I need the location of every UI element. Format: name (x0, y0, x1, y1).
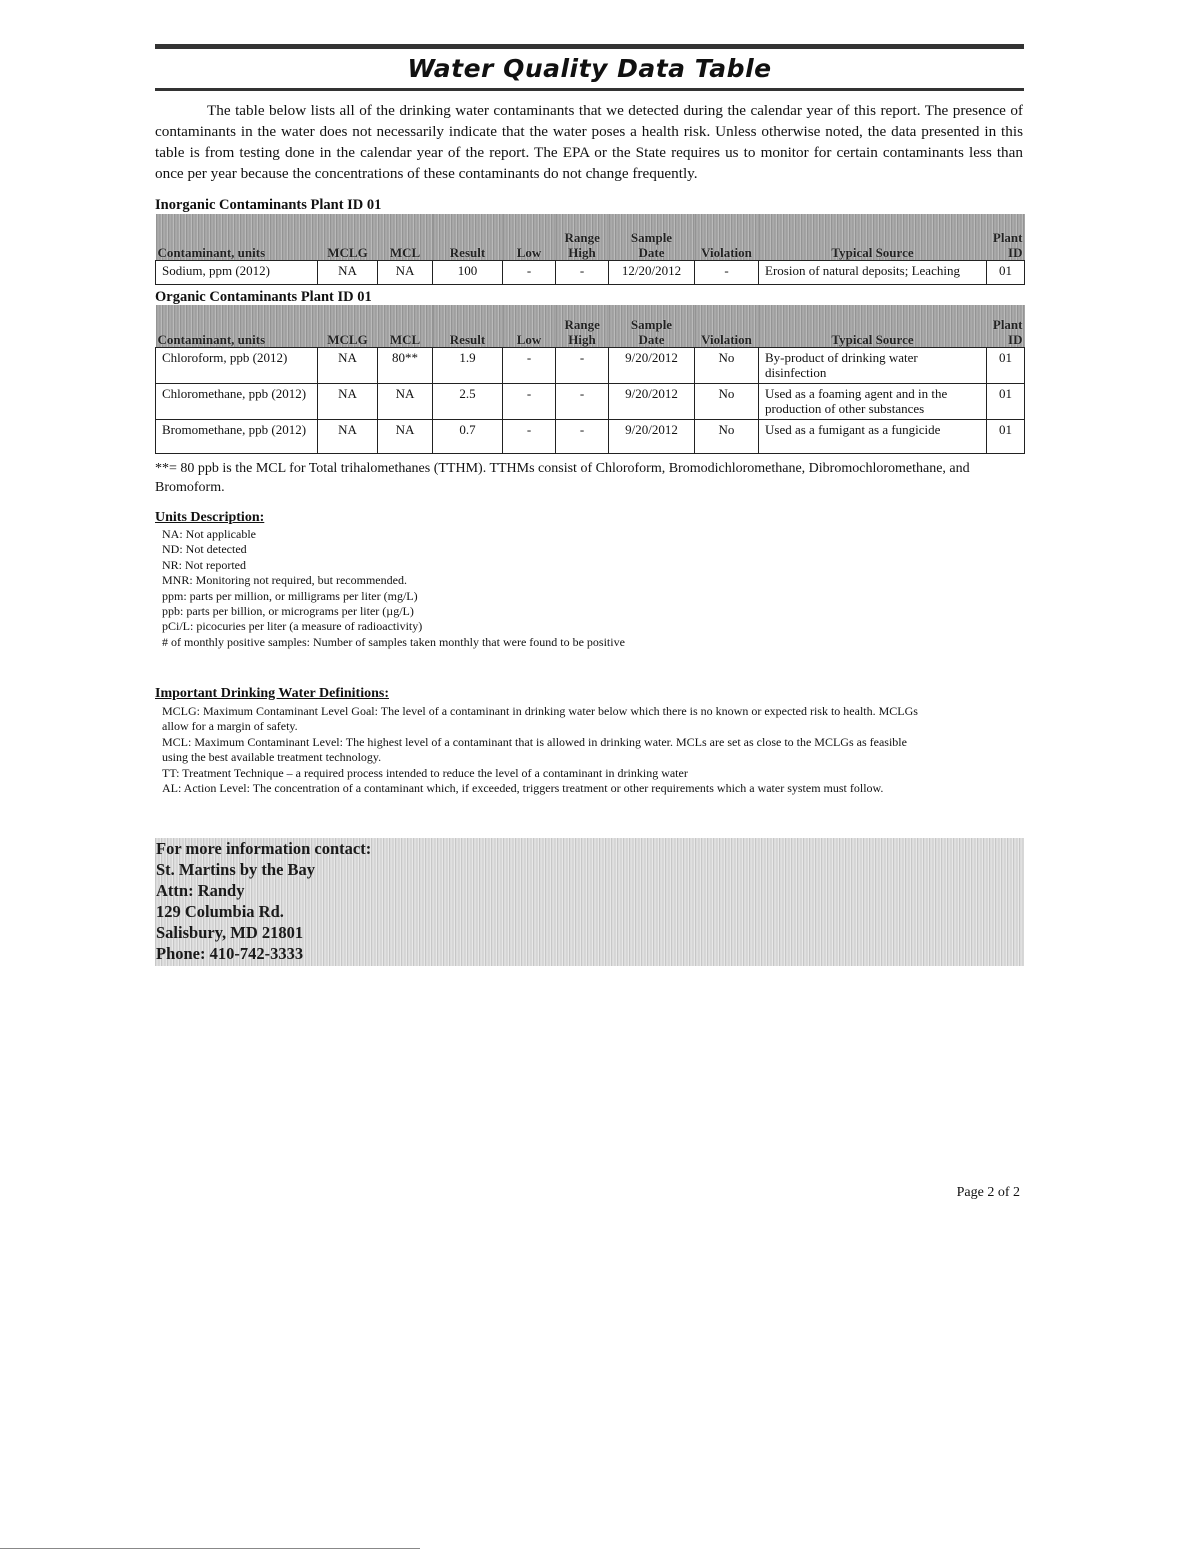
header-mclg: MCLG (318, 214, 378, 260)
header-contaminant: Contaminant, units (156, 305, 318, 347)
definitions-heading: Important Drinking Water Definitions: (155, 686, 389, 701)
cell-plant: 01 (987, 383, 1025, 419)
cell-date: 9/20/2012 (609, 383, 695, 419)
table-row (156, 347, 1025, 383)
list-item: MNR: Monitoring not required, but recommended. (162, 573, 407, 588)
inorganic-table (155, 214, 1025, 285)
units-heading: Units Description: (155, 510, 265, 525)
cell-date: 12/20/2012 (609, 260, 695, 284)
inorganic-section-label: Inorganic Contaminants Plant ID 01 (155, 197, 382, 213)
cell-contaminant: Sodium, ppm (2012) (156, 260, 318, 284)
list-item: ppm: parts per million, or milligrams per liter (mg/L) (162, 588, 418, 603)
cell-mclg: NA (318, 260, 378, 284)
inorganic-header-row (156, 214, 1025, 260)
header-low: Low (516, 244, 542, 260)
header-range-low (503, 214, 556, 260)
contact-org: St. Martins by the Bay (156, 860, 316, 879)
cell-result: 2.5 (433, 383, 503, 419)
definitions-list (162, 704, 922, 796)
cell-violation: No (695, 383, 759, 419)
header-source: Typical Source (759, 214, 987, 260)
cell-mclg: NA (318, 419, 378, 453)
cell-source: Erosion of natural deposits; Leaching (759, 260, 987, 284)
header-violation: Violation (695, 305, 759, 347)
cell-mcl: NA (378, 260, 433, 284)
header-sample-date (609, 214, 695, 260)
header-range-low (503, 305, 556, 347)
cell-high: - (556, 260, 609, 284)
tthm-footnote: **= 80 ppb is the MCL for Total trihalomethanes (TTHM). TTHMs consist of Chloroform, Bromodichloromethane, Dibromochloromethane, and Bromoform. (155, 461, 970, 495)
cell-result: 100 (433, 260, 503, 284)
organic-header-row (156, 305, 1025, 347)
header-high: High (556, 305, 609, 347)
header-id: ID (1008, 331, 1023, 347)
table-row (156, 419, 1025, 453)
cell-plant: 01 (987, 419, 1025, 453)
cell-low: - (503, 419, 556, 453)
header-plant-id (987, 214, 1025, 260)
cell-low: - (503, 383, 556, 419)
header-sample: Sample (630, 316, 673, 332)
scan-edge-line (0, 1548, 420, 1549)
cell-mcl: NA (378, 383, 433, 419)
cell-high: - (556, 419, 609, 453)
list-item: NR: Not reported (162, 557, 246, 572)
list-item: MCLG: Maximum Contaminant Level Goal: The level of a contaminant in drinking water below which there is no known or expected risk to health. MCLGs allow for a margin of safety. (162, 704, 918, 734)
cell-violation: No (695, 347, 759, 383)
intro-paragraph: The table below lists all of the drinking water contaminants that we detected during the calendar year of this report. The presence of contaminants in the water does not necessarily indicate that the water poses a health risk. Unless otherwise noted, the data presented in this table is from testing done in the calendar year of the report. The EPA or the State requires us to monitor for certain contaminants less than once per year because the concentrations of these contaminants do not change frequently. (155, 102, 1023, 182)
cell-high: - (556, 347, 609, 383)
header-mclg: MCLG (318, 305, 378, 347)
contact-phone: Phone: 410-742-3333 (156, 944, 304, 963)
cell-mcl: NA (378, 419, 433, 453)
cell-contaminant: Bromomethane, ppb (2012) (156, 419, 318, 453)
list-item: AL: Action Level: The concentration of a contaminant which, if exceeded, triggers treatment or other requirements which a water system must follow. (162, 781, 884, 796)
contact-street: 129 Columbia Rd. (156, 902, 284, 921)
table-row (156, 383, 1025, 419)
cell-violation: - (695, 260, 759, 284)
page-title: Water Quality Data Table (407, 54, 772, 83)
header-plant: Plant (992, 229, 1023, 245)
cell-plant: 01 (987, 347, 1025, 383)
list-item: NA: Not applicable (162, 527, 256, 541)
header-sample-date (609, 305, 695, 347)
title-rule-top (155, 44, 1024, 49)
list-item: TT: Treatment Technique – a required process intended to reduce the level of a contaminant in drinking water (162, 765, 688, 780)
header-mcl: MCL (378, 305, 433, 347)
header-date: Date (638, 244, 665, 260)
contact-heading: For more information contact: (156, 839, 372, 858)
header-result: Result (433, 214, 503, 260)
cell-date: 9/20/2012 (609, 347, 695, 383)
header-violation: Violation (695, 214, 759, 260)
header-contaminant: Contaminant, units (156, 214, 318, 260)
units-list (162, 527, 625, 650)
cell-source: By-product of drinking water disinfection (759, 347, 987, 383)
list-item: ppb: parts per billion, or micrograms per liter (µg/L) (162, 604, 414, 619)
cell-low: - (503, 260, 556, 284)
cell-low: - (503, 347, 556, 383)
cell-mclg: NA (318, 383, 378, 419)
cell-contaminant: Chloroform, ppb (2012) (156, 347, 318, 383)
cell-date: 9/20/2012 (609, 419, 695, 453)
contact-attn: Attn: Randy (156, 881, 245, 900)
header-date: Date (638, 331, 665, 347)
page-number: Page 2 of 2 (956, 1185, 1020, 1200)
cell-source: Used as a fumigant as a fungicide (759, 419, 987, 453)
header-high: High (556, 214, 609, 260)
cell-plant: 01 (987, 260, 1025, 284)
header-sample: Sample (630, 229, 673, 245)
organic-table (155, 305, 1025, 454)
cell-mcl: 80** (378, 347, 433, 383)
cell-violation: No (695, 419, 759, 453)
title-rule-bottom (155, 88, 1024, 91)
header-id: ID (1008, 244, 1023, 260)
organic-section-label: Organic Contaminants Plant ID 01 (155, 289, 372, 305)
header-source: Typical Source (759, 305, 987, 347)
header-result: Result (433, 305, 503, 347)
cell-result: 0.7 (433, 419, 503, 453)
cell-high: - (556, 383, 609, 419)
header-plant-id (987, 305, 1025, 347)
list-item: # of monthly positive samples: Number of samples taken monthly that were found to be positive (162, 634, 625, 649)
header-plant: Plant (992, 316, 1023, 332)
list-item: pCi/L: picocuries per liter (a measure of radioactivity) (162, 619, 423, 634)
list-item: ND: Not detected (162, 542, 247, 557)
cell-source: Used as a foaming agent and in the production of other substances (759, 383, 987, 419)
list-item: MCL: Maximum Contaminant Level: The highest level of a contaminant that is allowed in drinking water. MCLs are set as close to the MCLGs as feasible using the best available treatment technology. (162, 734, 907, 765)
header-low: Low (516, 331, 542, 347)
cell-mclg: NA (318, 347, 378, 383)
contact-box (155, 838, 1024, 966)
cell-result: 1.9 (433, 347, 503, 383)
contact-city: Salisbury, MD 21801 (156, 923, 304, 942)
table-row (156, 260, 1025, 284)
cell-contaminant: Chloromethane, ppb (2012) (156, 383, 318, 419)
header-mcl: MCL (378, 214, 433, 260)
